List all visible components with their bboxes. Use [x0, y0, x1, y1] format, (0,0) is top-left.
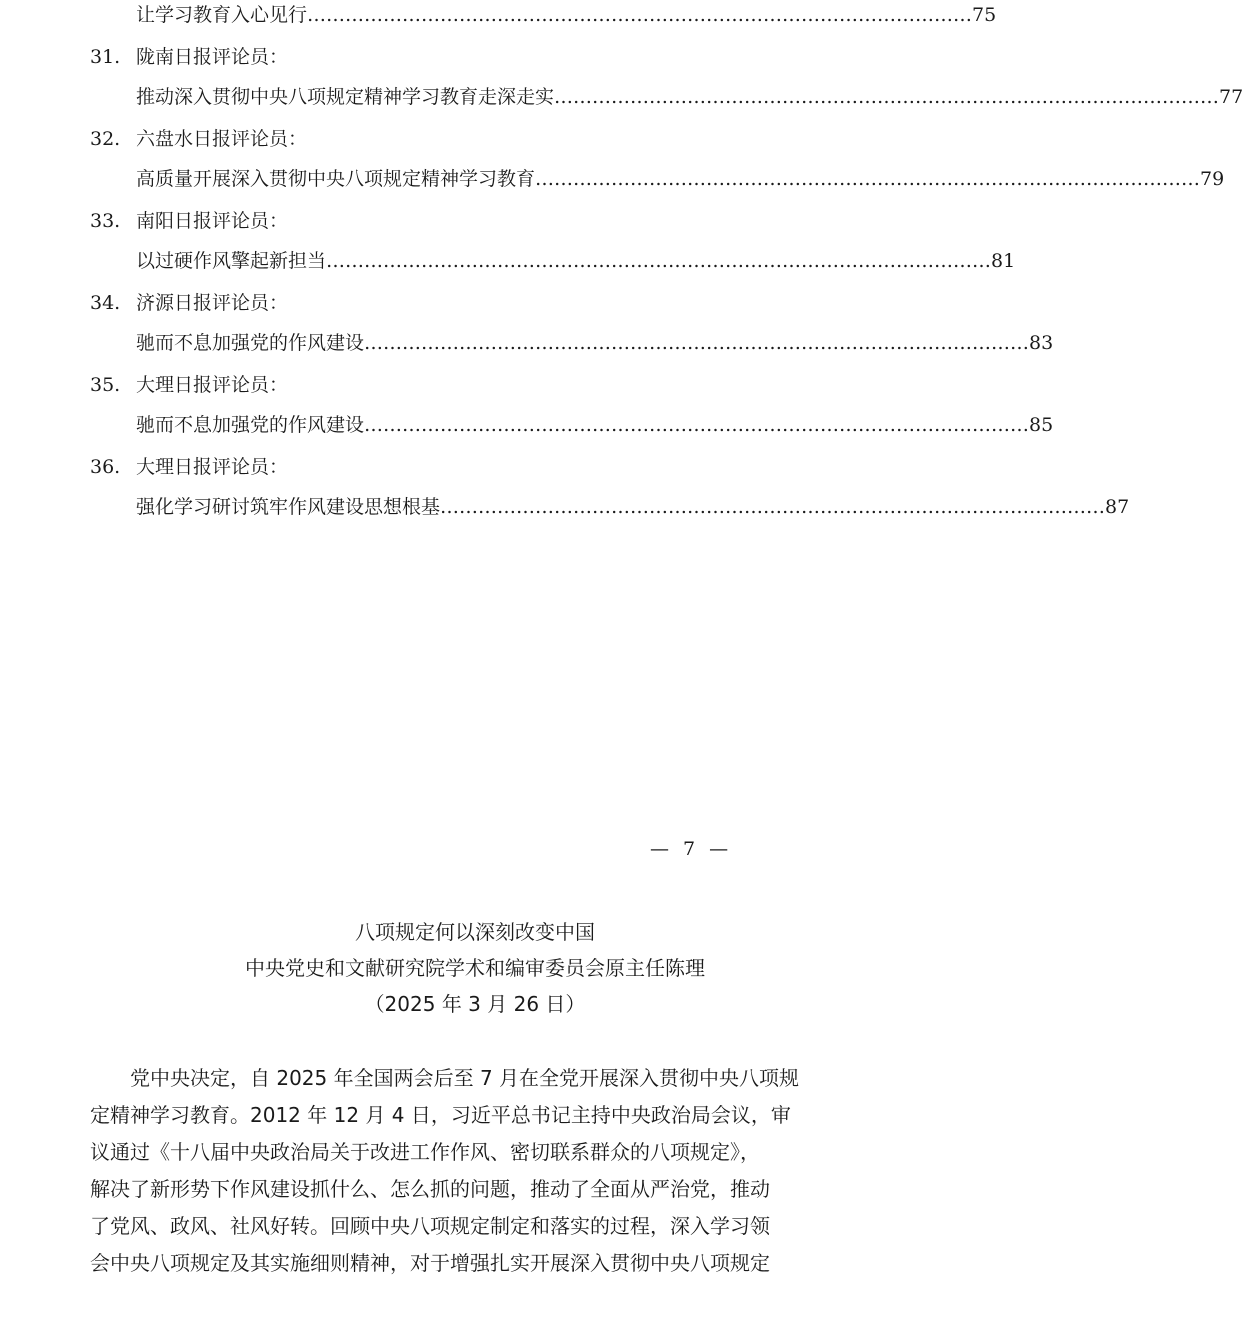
- toc-heading: 南阳日报评论员：: [136, 210, 289, 232]
- article-body: [90, 1060, 880, 1282]
- toc-page-number: 75: [972, 4, 997, 26]
- toc-leader: ……………………………………………………………………………………………: [554, 86, 1220, 108]
- body-line: 议通过《十八届中央政治局关于改进工作作风、密切联系群众的八项规定》，: [90, 1140, 760, 1164]
- toc-heading: 六盘水日报评论员：: [136, 128, 308, 150]
- toc-title: 驰而不息加强党的作风建设: [136, 332, 365, 354]
- toc-entry-heading: [90, 206, 860, 236]
- toc-page-number: 81: [991, 250, 1016, 272]
- toc-number: 31.: [90, 46, 121, 68]
- toc-entry-heading: [90, 42, 860, 72]
- toc-entry-heading: [90, 288, 860, 318]
- toc-heading: 大理日报评论员：: [136, 374, 289, 396]
- toc-number: 33.: [90, 210, 121, 232]
- toc-page-number: 87: [1105, 496, 1130, 518]
- toc-leader: ……………………………………………………………………………………………: [364, 332, 1030, 354]
- toc-entry-title[interactable]: [136, 328, 1054, 358]
- article-title: 八项规定何以深刻改变中国: [355, 920, 595, 944]
- toc-title: 推动深入贯彻中央八项规定精神学习教育走深走实: [136, 86, 555, 108]
- article-author: 中央党史和文献研究院学术和编审委员会原主任陈理: [245, 956, 705, 980]
- toc-leader: ……………………………………………………………………………………………: [326, 250, 992, 272]
- toc-page-number: 85: [1029, 414, 1054, 436]
- toc-title: 驰而不息加强党的作风建设: [136, 414, 365, 436]
- toc-entry-heading: [90, 452, 860, 482]
- toc-entry-title[interactable]: [136, 82, 1243, 112]
- toc-page-number: 77: [1219, 86, 1243, 108]
- page-number: — 7 —: [650, 838, 733, 860]
- toc-number: 35.: [90, 374, 121, 396]
- toc-number: 32.: [90, 128, 121, 150]
- toc-page-number: 83: [1029, 332, 1054, 354]
- toc-title: 高质量开展深入贯彻中央八项规定精神学习教育: [136, 168, 536, 190]
- toc-heading: 济源日报评论员：: [136, 292, 289, 314]
- body-line: 解决了新形势下作风建设抓什么、怎么抓的问题，推动了全面从严治党，推动: [90, 1177, 770, 1201]
- toc-title: 强化学习研讨筑牢作风建设思想根基: [136, 496, 441, 518]
- toc-number: 34.: [90, 292, 121, 314]
- body-line: 定精神学习教育。2012 年 12 月 4 日，习近平总书记主持中央政治局会议，审: [90, 1103, 791, 1127]
- toc-entry-heading: [90, 124, 860, 154]
- article-date: （2025 年 3 月 26 日）: [364, 992, 586, 1016]
- toc-entry-heading: [90, 370, 860, 400]
- toc-leader: ……………………………………………………………………………………………: [307, 4, 973, 26]
- toc-leader: ……………………………………………………………………………………………: [440, 496, 1106, 518]
- toc-entry-title[interactable]: [136, 410, 1054, 440]
- toc-leader: ……………………………………………………………………………………………: [535, 168, 1201, 190]
- body-line: 会中央八项规定及其实施细则精神，对于增强扎实开展深入贯彻中央八项规定: [90, 1251, 770, 1275]
- toc-entry-title[interactable]: [136, 164, 1225, 194]
- toc-page-number: 79: [1200, 168, 1225, 190]
- toc-number: 36.: [90, 456, 121, 478]
- body-line: 党中央决定，自 2025 年全国两会后至 7 月在全党开展深入贯彻中央八项规: [90, 1066, 800, 1090]
- toc-title: 让学习教育入心见行: [136, 4, 308, 26]
- toc-leader: ……………………………………………………………………………………………: [364, 414, 1030, 436]
- toc-heading: 大理日报评论员：: [136, 456, 289, 478]
- toc-entry-title[interactable]: [136, 492, 1130, 522]
- toc-title: 以过硬作风擎起新担当: [136, 250, 327, 272]
- toc-entry-title[interactable]: [136, 0, 997, 30]
- toc-entry-title[interactable]: [136, 246, 1016, 276]
- body-line: 了党风、政风、社风好转。回顾中央八项规定制定和落实的过程，深入学习领: [90, 1214, 770, 1238]
- toc-heading: 陇南日报评论员：: [136, 46, 289, 68]
